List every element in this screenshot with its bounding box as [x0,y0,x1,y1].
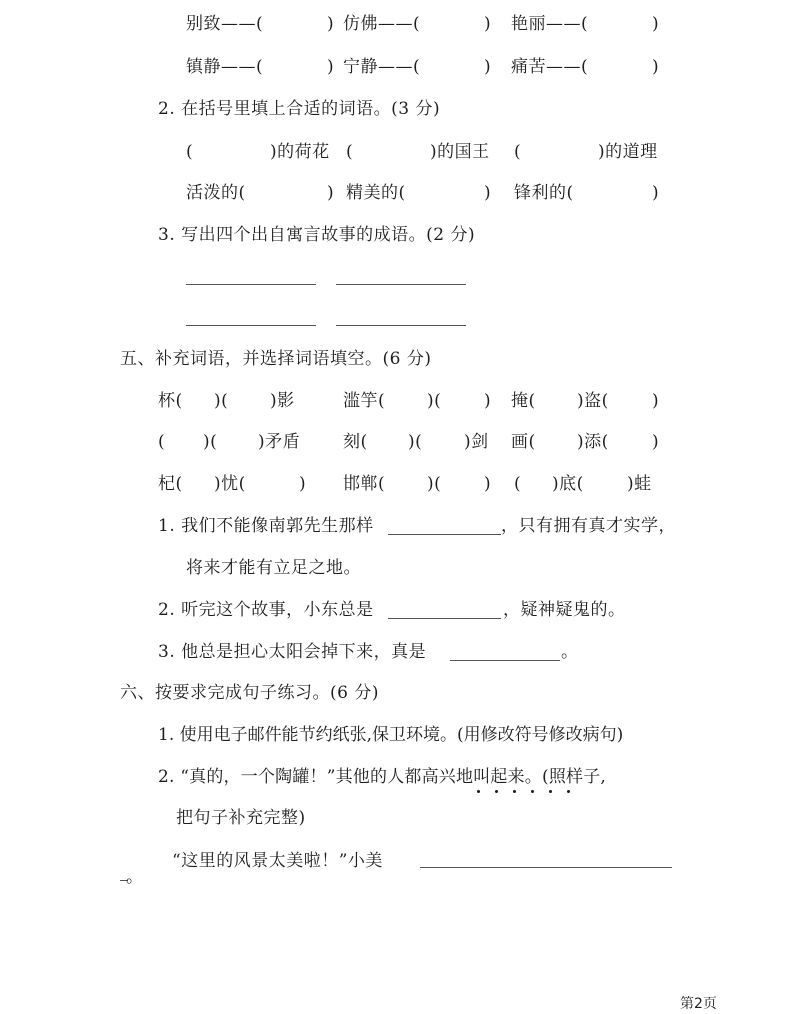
word-fang-fu: 仿佛——( [343,14,421,34]
section-6-item-1: 1. 使用电子邮件能节约纸张,保卫环境。(用修改符号修改病句) [158,725,624,745]
idiom-part: )盗( [577,391,609,411]
bracket-close: ) [327,183,335,203]
phrase-dao-li: )的道理 [598,142,658,162]
bracket-close: ) [484,57,492,77]
sentence-3-part-a: 3. 他总是担心太阳会掉下来，真是 [158,642,427,662]
idiom-part: ) [652,432,660,452]
idiom-part: 滥竽( [343,391,386,411]
section-5-title: 五、补充词语，并选择词语填空。(6 分) [120,349,432,369]
phrase-he-hua: )的荷花 [270,142,330,162]
idiom-part: 画( [511,432,536,452]
word-zhen-jing: 镇静——( [186,57,264,77]
idiom-part: )( [427,474,442,494]
sentence-3-blank[interactable] [450,660,560,661]
idiom-part: )忧( [214,474,246,494]
idiom-part: )添( [577,432,609,452]
idiom-part: 掩( [511,391,536,411]
phrase-jing-mei: 精美的( [346,183,406,203]
emphasis-dot [567,790,570,793]
idiom-part: )矛盾 [258,432,301,452]
question-3-title: 3. 写出四个出自寓言故事的成语。(2 分) [158,225,476,245]
bracket-close: ) [327,14,335,34]
phrase-huo-po: 活泼的( [186,183,246,203]
bracket-close: ) [652,183,660,203]
emphasis-dot [513,790,516,793]
word-ning-jing: 宁静——( [343,57,421,77]
idiom-part: )剑 [464,432,489,452]
question-2-title: 2. 在括号里填上合适的词语。(3 分) [158,99,441,119]
bracket-open: ( [346,142,354,162]
answer-blank-4[interactable] [336,325,466,326]
sentence-2-part-b: ，疑神疑鬼的。 [503,600,626,620]
bracket-open: ( [514,142,522,162]
idiom-part: 杞( [158,474,183,494]
idiom-part: ) [484,391,492,411]
idiom-part: )( [408,432,423,452]
idiom-part: 刻( [343,432,368,452]
bracket-close: ) [327,57,335,77]
example-blank[interactable] [420,867,672,868]
bracket-close: ) [652,57,660,77]
phrase-feng-li: 锋利的( [514,183,574,203]
word-yan-li: 艳丽——( [511,14,589,34]
answer-blank-1[interactable] [186,284,316,285]
idiom-part: )蛙 [627,474,652,494]
sentence-2-blank[interactable] [388,618,501,619]
answer-blank-3[interactable] [186,325,316,326]
example-sentence: “这里的风景太美啦！”小美 [172,851,383,871]
bracket-close: ) [484,14,492,34]
example-period: 。 [126,867,144,887]
idiom-part: 杯( [158,391,183,411]
idiom-part: )( [203,432,218,452]
section-6-item-2: 2. “真的，一个陶罐！”其他的人都高兴地叫起来。(照样子, [158,767,607,787]
sentence-3-part-b: 。 [561,642,579,662]
emphasis-dot [477,790,480,793]
section-6-title: 六、按要求完成句子练习。(6 分) [120,683,379,703]
bracket-close: ) [484,183,492,203]
idiom-part: )( [214,391,229,411]
sentence-1-part-b: ，只有拥有真才实学， [501,516,676,536]
idiom-part: ( [514,474,522,494]
idiom-part: )( [427,391,442,411]
idiom-part: ) [299,474,307,494]
emphasis-dot [549,790,552,793]
idiom-part: ) [484,474,492,494]
emphasis-dot [531,790,534,793]
idiom-part: )影 [270,391,295,411]
phrase-guo-wang: )的国王 [430,142,490,162]
sentence-2-part-a: 2. 听完这个故事，小东总是 [158,600,374,620]
idiom-part: ) [652,391,660,411]
sentence-1-blank[interactable] [388,534,501,535]
word-tong-ku: 痛苦——( [511,57,589,77]
word-bie-zhi: 别致——( [186,14,264,34]
emphasis-dot [495,790,498,793]
idiom-part: )底( [552,474,584,494]
page-number: 第2页 [680,996,717,1012]
sentence-1-part-c: 将来才能有立足之地。 [186,558,361,578]
idiom-part: ( [158,432,166,452]
idiom-part: 邯郸( [343,474,386,494]
bracket-open: ( [186,142,194,162]
section-6-item-2-cont: 把句子补充完整) [176,808,306,828]
bracket-close: ) [652,14,660,34]
answer-blank-2[interactable] [336,284,466,285]
sentence-1-part-a: 1. 我们不能像南郭先生那样 [158,516,374,536]
